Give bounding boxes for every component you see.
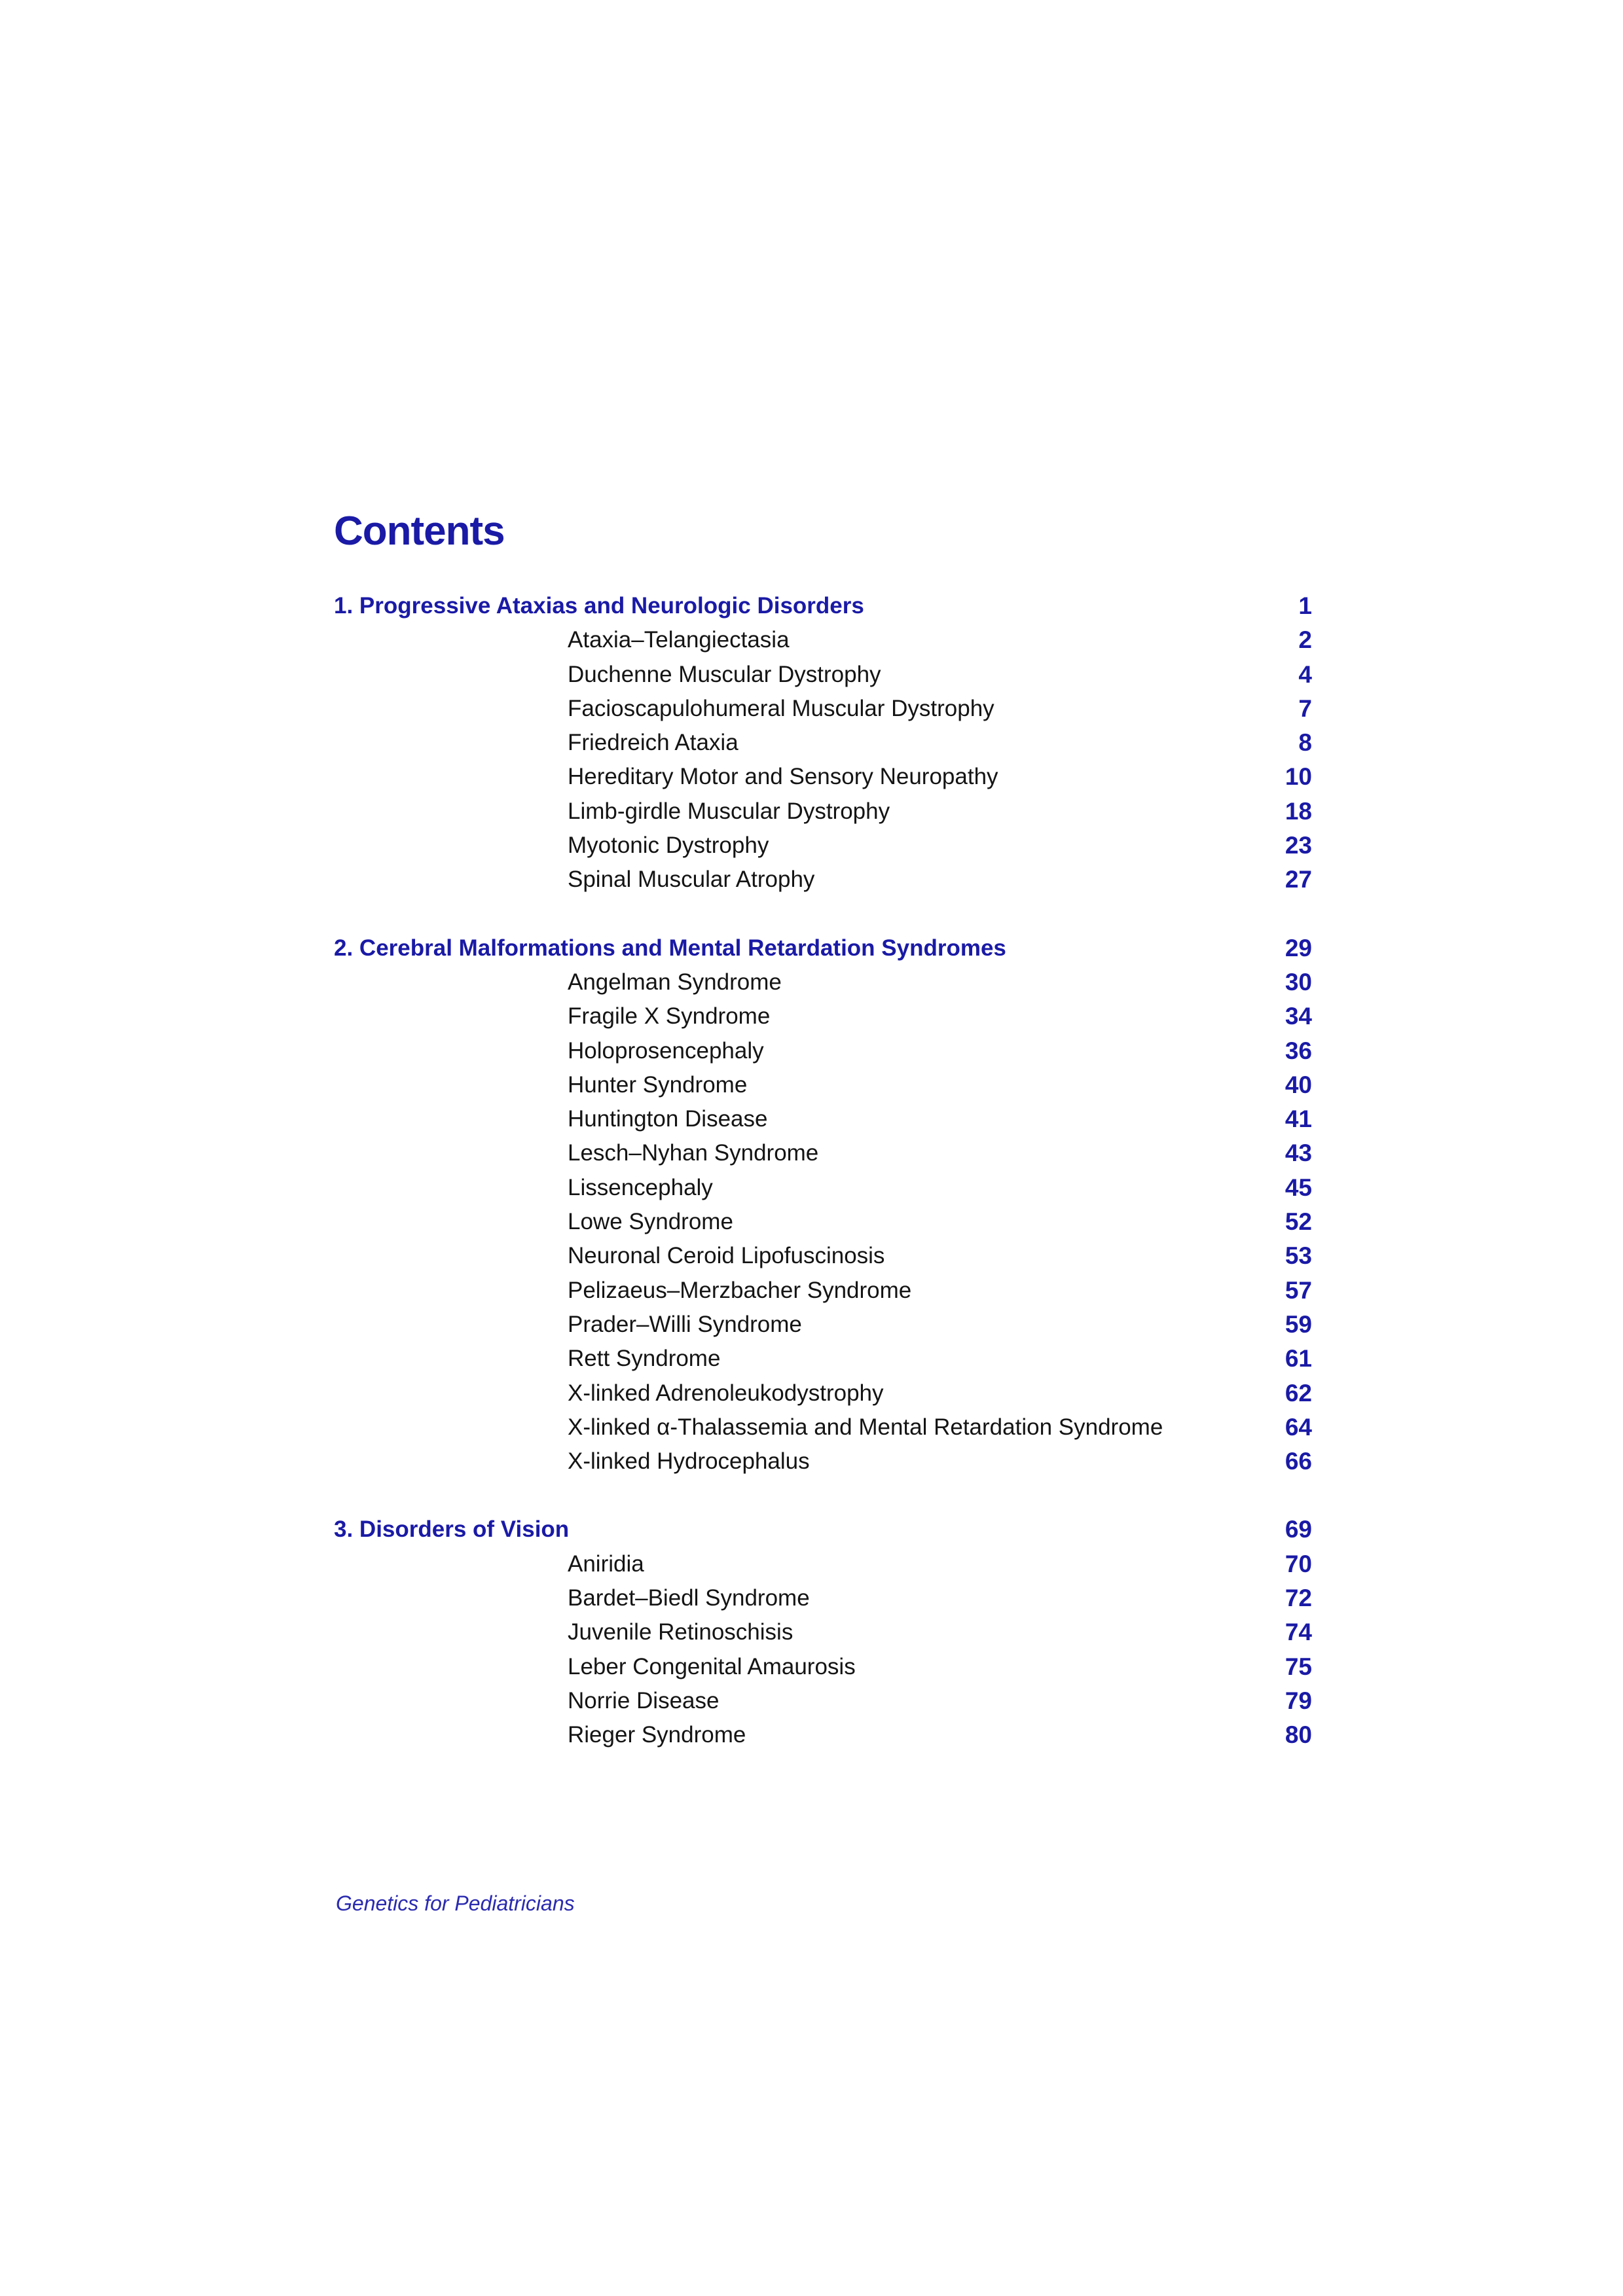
toc-entry[interactable] [334, 1444, 1312, 1479]
section-title: 3. Disorders of Vision [334, 1516, 570, 1543]
toc-entry[interactable] [334, 863, 1312, 897]
entry-title: Lowe Syndrome [568, 1209, 733, 1235]
entry-title: Norrie Disease [568, 1687, 720, 1713]
entry-page-number: 72 [1285, 1585, 1312, 1612]
entry-title: Myotonic Dystrophy [568, 833, 769, 859]
entry-page-number: 27 [1285, 866, 1312, 893]
entry-title: Spinal Muscular Atrophy [568, 867, 815, 893]
entry-title: Prader–Willi Syndrome [568, 1311, 802, 1337]
entry-page-number: 36 [1285, 1037, 1312, 1064]
toc-section-heading[interactable] [334, 589, 1312, 623]
entry-page-number: 40 [1285, 1071, 1312, 1098]
entry-page-number: 80 [1285, 1721, 1312, 1749]
entry-page-number: 43 [1285, 1139, 1312, 1167]
toc-entry[interactable] [334, 692, 1312, 726]
entry-page-number: 64 [1285, 1413, 1312, 1441]
entry-page-number: 18 [1285, 797, 1312, 825]
toc-section [334, 589, 1312, 897]
section-title: 2. Cerebral Malformations and Mental Retardation Syndromes [334, 935, 1006, 961]
toc-entry[interactable] [334, 1034, 1312, 1068]
toc-entry[interactable] [334, 1205, 1312, 1239]
toc-entry[interactable] [334, 1650, 1312, 1684]
entry-page-number: 52 [1285, 1208, 1312, 1236]
entry-page-number: 61 [1285, 1345, 1312, 1372]
toc-section-heading[interactable] [334, 931, 1312, 965]
entry-title: Hereditary Motor and Sensory Neuropathy [568, 764, 998, 790]
entry-page-number: 4 [1298, 660, 1312, 688]
entry-title: Leber Congenital Amaurosis [568, 1653, 856, 1679]
toc-entry[interactable] [334, 965, 1312, 999]
toc-entry[interactable] [334, 1615, 1312, 1649]
section-page-number: 1 [1298, 592, 1312, 619]
entry-title: Angelman Syndrome [568, 969, 782, 995]
entry-title: X-linked Adrenoleukodystrophy [568, 1380, 884, 1406]
toc-entry[interactable] [334, 999, 1312, 1033]
entry-page-number: 53 [1285, 1242, 1312, 1270]
toc-entry[interactable] [334, 658, 1312, 692]
toc-section-heading[interactable] [334, 1513, 1312, 1547]
entry-page-number: 66 [1285, 1448, 1312, 1475]
entry-page-number: 23 [1285, 832, 1312, 859]
entry-page-number: 10 [1285, 763, 1312, 791]
entry-page-number: 57 [1285, 1276, 1312, 1304]
entry-title: Hunter Syndrome [568, 1071, 748, 1098]
toc-entry[interactable] [334, 795, 1312, 829]
toc-entry[interactable] [334, 1274, 1312, 1308]
entry-title: X-linked α-Thalassemia and Mental Retardation Syndrome [568, 1414, 1163, 1440]
entry-title: Rett Syndrome [568, 1346, 721, 1372]
entry-title: X-linked Hydrocephalus [568, 1448, 810, 1475]
toc-entry[interactable] [334, 1136, 1312, 1170]
section-title: 1. Progressive Ataxias and Neurologic Disorders [334, 593, 864, 619]
footer-book-title: Genetics for Pediatricians [336, 1892, 575, 1915]
entry-page-number: 74 [1285, 1619, 1312, 1646]
toc-section [334, 931, 1312, 1479]
entry-title: Fragile X Syndrome [568, 1003, 771, 1030]
entry-title: Facioscapulohumeral Muscular Dystrophy [568, 695, 994, 721]
toc-entry[interactable] [334, 1308, 1312, 1342]
toc-entry[interactable] [334, 1102, 1312, 1136]
table-of-contents [334, 589, 1312, 1787]
entry-title: Juvenile Retinoschisis [568, 1619, 793, 1645]
toc-entry[interactable] [334, 726, 1312, 760]
entry-title: Holoprosencephaly [568, 1037, 764, 1064]
toc-entry[interactable] [334, 1547, 1312, 1581]
toc-entry[interactable] [334, 1718, 1312, 1752]
toc-entry[interactable] [334, 1410, 1312, 1444]
toc-entry[interactable] [334, 1171, 1312, 1205]
entry-page-number: 7 [1298, 694, 1312, 722]
entry-title: Duchenne Muscular Dystrophy [568, 661, 881, 687]
entry-title: Lissencephaly [568, 1174, 713, 1200]
section-page-number: 29 [1285, 934, 1312, 961]
entry-page-number: 2 [1298, 626, 1312, 654]
toc-section [334, 1513, 1312, 1752]
entry-page-number: 62 [1285, 1379, 1312, 1407]
section-page-number: 69 [1285, 1516, 1312, 1543]
entry-title: Huntington Disease [568, 1106, 768, 1132]
entry-page-number: 75 [1285, 1653, 1312, 1680]
entry-page-number: 8 [1298, 729, 1312, 757]
toc-entry[interactable] [334, 1068, 1312, 1102]
entry-title: Lesch–Nyhan Syndrome [568, 1140, 819, 1166]
entry-page-number: 45 [1285, 1174, 1312, 1201]
toc-entry[interactable] [334, 760, 1312, 794]
toc-entry[interactable] [334, 829, 1312, 863]
entry-page-number: 41 [1285, 1105, 1312, 1133]
toc-entry[interactable] [334, 1684, 1312, 1718]
toc-entry[interactable] [334, 1376, 1312, 1410]
toc-entry[interactable] [334, 623, 1312, 657]
entry-title: Ataxia–Telangiectasia [568, 627, 790, 653]
entry-title: Limb-girdle Muscular Dystrophy [568, 798, 890, 824]
entry-title: Rieger Syndrome [568, 1722, 746, 1748]
entry-page-number: 70 [1285, 1550, 1312, 1577]
entry-title: Bardet–Biedl Syndrome [568, 1585, 810, 1611]
entry-page-number: 79 [1285, 1687, 1312, 1714]
entry-title: Neuronal Ceroid Lipofuscinosis [568, 1243, 885, 1269]
toc-entry[interactable] [334, 1342, 1312, 1376]
entry-page-number: 59 [1285, 1310, 1312, 1338]
toc-entry[interactable] [334, 1239, 1312, 1273]
entry-title: Friedreich Ataxia [568, 730, 739, 756]
toc-entry[interactable] [334, 1581, 1312, 1615]
entry-title: Pelizaeus–Merzbacher Syndrome [568, 1277, 912, 1303]
contents-title: Contents [334, 509, 505, 554]
entry-page-number: 34 [1285, 1003, 1312, 1030]
entry-page-number: 30 [1285, 968, 1312, 996]
entry-title: Aniridia [568, 1551, 644, 1577]
